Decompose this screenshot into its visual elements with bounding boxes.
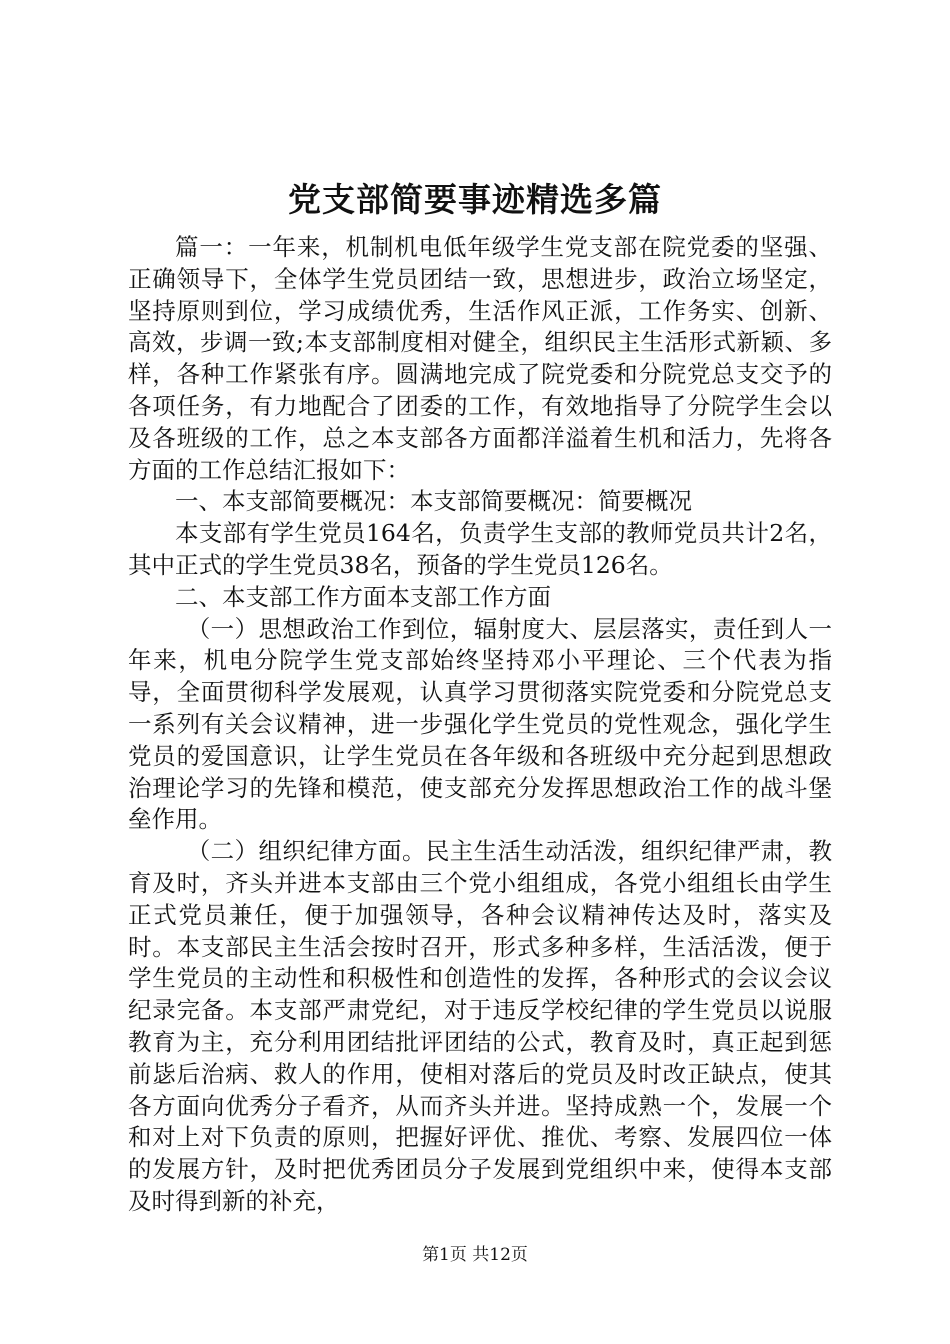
document-body bbox=[128, 232, 832, 1218]
paragraph-section-two-heading: 二、本支部工作方面本支部工作方面 bbox=[175, 582, 551, 611]
paragraph-section-one-heading: 一、本支部简要概况：本支部简要概况：简要概况 bbox=[175, 487, 692, 516]
page-number-footer: 第1页 共12页 bbox=[422, 1245, 528, 1265]
paragraph-intro: 篇一：一年来，机制机电低年级学生党支部在院党委的坚强、正确领导下，全体学生党员团结一致，思想进步，政治立场坚定，坚持原则到位，学习成绩优秀，生活作风正派，工作务实、创新、高效，步调一致;本支部制度相对健全，组织民主生活形式新颖、多样，各种工作紧张有序。圆满地完成了院党委和分院党总支交予的各项任务，有力地配合了团委的工作，有效地指导了分院学生会以及各班级的工作，总之本支部各方面都洋溢着生机和活力，先将各方面的工作总结汇报如下： bbox=[128, 233, 832, 484]
paragraph-ideology: （一）思想政治工作到位，辐射度大、层层落实，责任到人一年来，机电分院学生党支部始终坚持邓小平理论、三个代表为指导，全面贯彻科学发展观，认真学习贯彻落实院党委和分院党总支一系列有关会议精神，进一步强化学生党员的党性观念，强化学生党员的爱国意识，让学生党员在各年级和各班级中充分起到思想政治理论学习的先锋和模范，使支部充分发挥思想政治工作的战斗堡垒作用。 bbox=[128, 614, 832, 834]
paragraph-discipline: （二）组织纪律方面。民主生活生动活泼，组织纪律严肃，教育及时，齐头并进本支部由三个党小组组成，各党小组组长由学生正式党员兼任，便于加强领导，各种会议精神传达及时，落实及时。本支部民主生活会按时召开，形式多种多样，生活活泼，便于学生党员的主动性和积极性和创造性的发挥，各种形式的会议会议纪录完备。本支部严肃党纪，对于违反学校纪律的学生党员以说服教育为主，充分利用团结批评团结的公式，教育及时，真正起到惩前毖后治病、救人的作用，使相对落后的党员及时改正缺点，使其各方面向优秀分子看齐，从而齐头并进。坚持成熟一个，发展一个和对上对下负责的原则，把握好评优、推优、考察、发展四位一体的发展方针，及时把优秀团员分子发展到党组织中来，使得本支部及时得到新的补充， bbox=[128, 837, 832, 1215]
paragraph-membership: 本支部有学生党员164名，负责学生支部的教师党员共计2名，其中正式的学生党员38名，预备的学生党员126名。 bbox=[128, 519, 832, 579]
document-title: 党支部简要事迹精选多篇 bbox=[288, 180, 662, 219]
